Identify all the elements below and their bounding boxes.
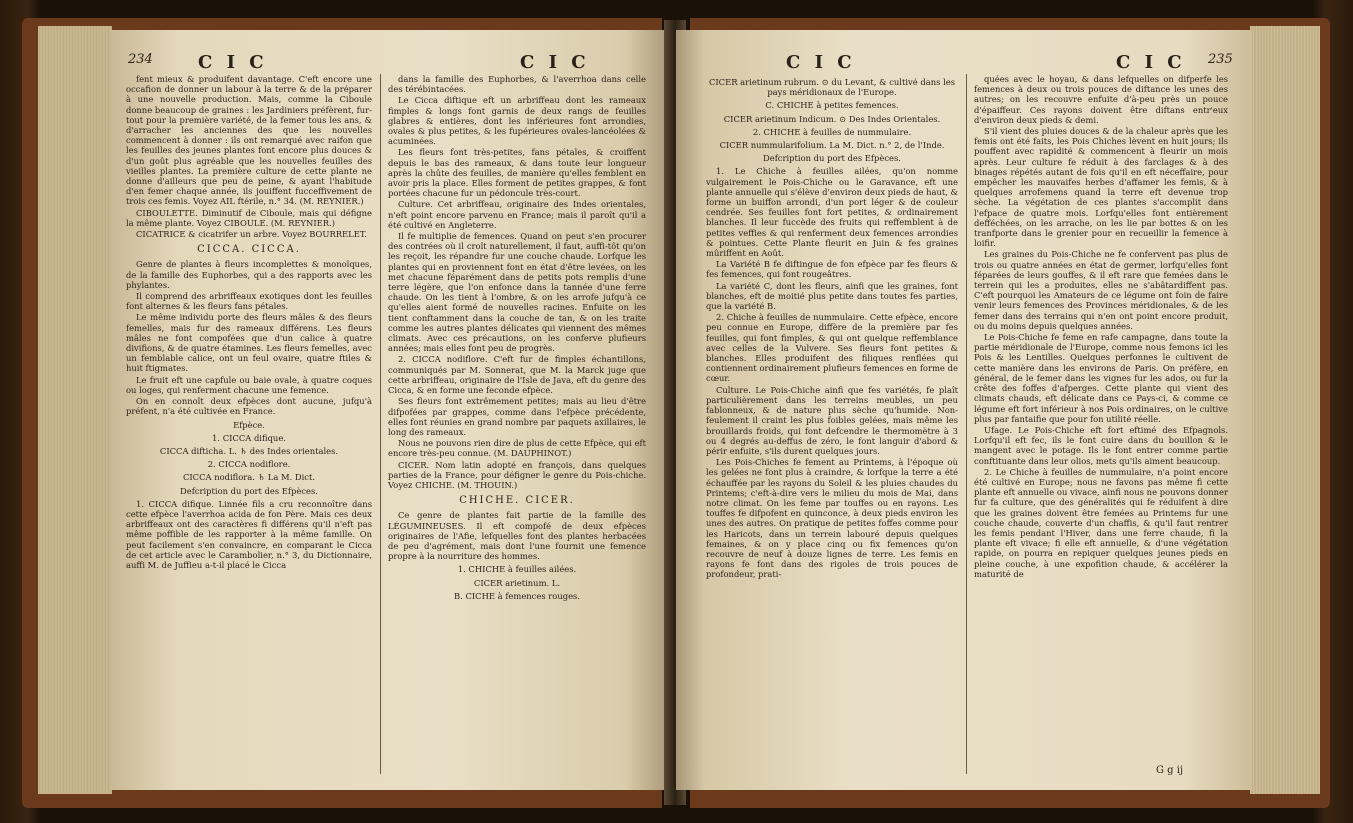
right-page-edges — [1250, 26, 1320, 794]
paragraph: La variété C, dont les fleurs, ainfi que les graines, font blanches, eft de moitié plus petite dans toutes fes parties, que la variété B. — [706, 280, 958, 312]
right-column-2 — [974, 74, 1228, 580]
paragraph: 2. Le Chiche à feuilles de nummulaire, n'a point encore été cultivé en Europe; nous ne favons pas même fi cette plante eft annuelle ou vivace, ainfi nous ne pouvons donner fur fa culture, que des généralités qui fe réduifent à dire que les graines doivent être femées au Printems fur une couche chaude, couverte d'un chaffis, & qu'il faut rentrer les femis pendant l'Hiver, dans une ferre chaude, fi la plante eft vivace; fi elle eft annuelle, & d'une végétation rapide, on pourra en repiquer quelques jeunes pieds en pleine couche, à une expofition chaude, & accélérer la maturité de — [974, 466, 1228, 579]
left-header-right: C I C — [520, 52, 590, 73]
centered-line: CICER arietinum rubrum. ⊙ du Levant, & cultivé dans les pays méridionaux de l'Europe. — [708, 77, 956, 98]
article-heading: CHICHE. CICER. — [459, 495, 575, 507]
paragraph: Le Pois-Chiche fe feme en rafe campagne, dans toute la partie méridionale de l'Europe, comme nous femons ici les Pois & les Lentilles. Quelques perfonnes le cultivent de cette manière dans les environs de Paris. On préfère, en général, de le femer dans les vignes fur les ados, ou fur la crête des foffes d'afperges. Cette plante qui vient des climats chauds, eft délicate dans ce Pays-ci, & comme ce légume eft fort inférieur à nos Pois ordinaires, on le cultive plus par fantaifie que pour fon utilité réelle. — [974, 332, 1228, 424]
paragraph: Le Cicca diftique eft un arbriffeau dont les rameaux fimples & longs font garnis de deux rangs de feuilles glabres & entières, dont les inférieures font arrondies, ovales & plus petites, & les fupérieures ovales-lancéolées & acuminées. — [388, 95, 646, 147]
left-column-2 — [388, 74, 646, 604]
paragraph: CICATRICE & cicatrifer un arbre. Voyez BOURRELET. — [136, 229, 367, 240]
centered-line: C. CHICHE à petites femences. — [765, 100, 899, 111]
centered-line: 1. CHICHE à feuilles ailées. — [457, 564, 577, 575]
paragraph: CIBOULETTE. Diminutif de Ciboule, mais qui défigne la même plante. Voyez CIBOULE. (M. REYNIER.) — [126, 207, 372, 228]
paragraph: 1. CICCA difique. Linnée fils a cru reconnoître dans cette efpèce l'averrhoa acida de fon Père. Mais ces deux arbriffeaux ont des caractères fi différens qu'il n'eft pas même poffible de les rapporter à la même famille. On peut facilement s'en convaincre, en comparant le Cicca de cet article avec le Carambolier, n.° 3, du Dictionnaire, auffi M. de Juffieu a-t-il placé le Cicca — [126, 498, 372, 570]
paragraph: 1. Le Chiche à feuilles ailées, qu'on nomme vulgairement le Pois-Chiche ou le Garavance, eft une plante annuelle qui s'élève d'environ deux pieds de haut, & forme un buiffon arrondi, d'un port léger & de couleur cendrée. Ses feuilles font fort petites, & ordinairement blanches. Il leur fuccède des fruits qui reffemblent à de petites veffies & qui renferment deux femences arrondies & pointues. Cette Plante fleurit en Juin & fes graines mûriffent en Août. — [706, 166, 958, 259]
article-heading: CICCA. CICCA. — [197, 244, 301, 256]
paragraph: Genre de plantes à fleurs incomplettes & monoïques, de la famille des Euphorbes, qui a des rapports avec les phylantes. — [126, 259, 372, 290]
right-folio: 235 — [1208, 52, 1233, 67]
paragraph: Nous ne pouvons rien dire de plus de cette Efpèce, qui eft encore très-peu connue. (M. DAUPHINOT.) — [388, 438, 646, 459]
right-header-left: C I C — [786, 52, 856, 73]
paragraph: Culture. Cet arbriffeau, originaire des Indes orientales, n'eft point encore parvenu en France; mais il paroît qu'il a été cultivé en Angleterre. — [388, 199, 646, 230]
paragraph: dans la famille des Euphorbes, & l'averrhoa dans celle des térébintacées. — [388, 74, 646, 95]
centered-line: 1. CICCA difique. — [212, 432, 286, 443]
right-column-1 — [706, 74, 958, 581]
centered-line: 2. CICCA nodiflore. — [207, 459, 291, 470]
paragraph: Les graines du Pois-Chiche ne fe confervent pas plus de trois ou quatre années en état de germer, lorfqu'elles font féparées de leurs gouffes, & il eft rare que femées dans le terrein qui les a produites, elles ne s'abâtardiffent pas. C'eft pourquoi les Amateurs de ce légume ont foin de faire venir leurs femences des Provinces méridionales, & de les femer dans des terrains qui n'en ont point encore produit, ou du moins depuis quelques années. — [974, 249, 1228, 331]
paragraph: Les fleurs font très-petites, fans pétales, & croiffent depuis le bas des rameaux, & dans toute leur longueur après la chûte des feuilles, de manière qu'elles femblent en avoir pris la place. Elles forment de petites grappes, & font portées chacune fur un pédoncule très-court. — [388, 147, 646, 199]
paragraph: quées avec le hoyau, & dans lefquelles on difperfe les femences à deux ou trois pouces de diftance les unes des autres; on les recouvre enfuite d'à-peu près un pouce d'épaiffeur. Ces rayons doivent être diftans entr'eux d'environ deux pieds & demi. — [974, 74, 1228, 125]
paragraph: 2. CICCA nodiflore. C'eft fur de fimples échantillons, communiqués par M. Sonnerat, que M. la Marck juge que cette arbriffeau, originaire de l'Isle de Java, eft du genre des Cicca, & en forme une feconde efpèce. — [388, 354, 646, 396]
paragraph: Il comprend des arbriffeaux exotiques dont les feuilles font alternes & les fleurs fans pétales. — [126, 291, 372, 312]
right-page — [676, 30, 1252, 790]
left-header-left: C I C — [198, 52, 268, 73]
column-rule — [380, 74, 381, 774]
paragraph: On en connoît deux efpèces dont aucune, jufqu'à préfent, n'a été cultivée en France. — [126, 396, 372, 417]
paragraph: Le fruit eft une capfule ou baie ovale, à quatre coques ou loges, qui renferment chacune une femence. — [126, 374, 372, 395]
signature-mark: G g ij — [1156, 765, 1184, 776]
right-header-right: C I C — [1116, 52, 1186, 73]
paragraph: CICER. Nom latin adopté en françois, dans quelques parties de la France, pour défigner le genre du Pois-chiche. Voyez CHICHE. (M. THOUIN.) — [388, 459, 646, 490]
centered-line: Defcription du port des Efpèces. — [180, 485, 318, 496]
paragraph: fent mieux & produifent davantage. C'eft encore une occafion de donner un labour à la terre & de la préparer à une nouvelle production. Mais, comme la Ciboule donne beaucoup de graines : les Jardiniers préfèrent, fur-tout pour la première variété, de la femer tous les ans, & d'arracher les anciennes des que les nouvelles commencent à donner : ils ont remarqué avec raifon que les feuilles des jeunes plantes font encore plus douces & d'un goût plus agréable que les nouvelles feuilles des vieilles plantes. La première culture de cette plante ne donne d'ailleurs que peu de peine, & ayant l'habitude d'en femer chaque année, ils jouiffent fucceffivement de trois ces femis. Voyez AIL ftérile, n.° 34. (M. REYNIER.) — [126, 74, 372, 207]
centered-line: CICCA nodiflora. ♄ La M. Dict. — [182, 472, 316, 483]
centered-line: CICER arietinum Indicum. ⊙ Des Indes Orientales. — [723, 113, 941, 124]
centered-line: CICER arietinum. L. — [473, 577, 561, 588]
centered-line: CICCA difticha. L. ♄ des Indes orientales. — [159, 445, 339, 456]
paragraph: Le même individu porte des fleurs mâles & des fleurs femelles, mais fur des rameaux différens. Les fleurs mâles ne font compofées que d'un calice à quatre divifions, & de quatre étamines. Les fleurs femelles, avec un femblable calice, ont un feul ovaire, quatre ftiles & huit ftigmates. — [126, 312, 372, 374]
paragraph: S'il vient des pluies douces & de la chaleur après que les femis ont été faits, les Pois Chiches lèvent en huit jours; ils pouffent avec rapidité & commencent à fleurir un mois après. Leur culture fe réduit à des farclages & à des binages répétés autant de fois qu'il en eft néceffaire, pour empêcher les mauvaifes herbes d'affamer les femis, & à quelques arrofemens quand la terre eft devenue trop sèche. La végétation de ces plantes s'accomplit dans l'efpace de quatre mois. Lorfqu'elles font entièrement defféchées, on les arrache, on les lie par bottes & on les tranfporte dans le grenier pour en recueillir la femence à loifir. — [974, 126, 1228, 249]
column-rule — [966, 74, 967, 774]
left-page-edges — [38, 26, 112, 794]
paragraph: Culture. Le Pois-Chiche ainfi que fes variétés, fe plaît particulièrement dans les terreins meubles, un peu fablonneux, & de nature plus sèche qu'humide. Non-feulement il craint les plus foibles gelées, mais même les brouillards froids, qui font defcendre le thermomètre à 3 ou 4 degrés au-deffus de zéro, le font languir d'abord & périr enfuite, s'ils durent quelques jours. — [706, 384, 958, 456]
paragraph: Ses fleurs font extrêmement petites; mais au lieu d'être difpofées par grappes, comme dans l'efpèce précédente, elles font réunies en grand nombre par paquets axillaires, le long des rameaux. — [388, 396, 646, 437]
paragraph: Ufage. Le Pois-Chiche eft fort eftimé des Efpagnols. Lorfqu'il eft fec, ils le font cuire dans du bouillon & le mangent avec le potage. Ils le font entrer comme partie conftituante dans leur olios, mets qu'ils aiment beaucoup. — [974, 424, 1228, 466]
left-column-1 — [126, 74, 372, 571]
paragraph: La Variété B fe diftingue de fon efpèce par fes fleurs & fes femences, qui font rougeâtres. — [706, 259, 958, 280]
centered-line: Efpèce. — [233, 419, 265, 430]
left-folio: 234 — [128, 52, 153, 67]
centered-line: CICER nummularifolium. La M. Dict. n.° 2, de l'Inde. — [719, 140, 945, 151]
centered-line: Defcription du port des Efpèces. — [763, 153, 901, 164]
centered-line: 2. CHICHE à feuilles de nummulaire. — [752, 126, 912, 137]
paragraph: Les Pois-Chiches fe fement au Printems, à l'époque où les gelées ne font plus à craindre, & lorfque la terre a été échauffée par les rayons du Soleil & les pluies chaudes du Printems; c'eft-à-dire vers le milieu du mois de Mai, dans notre climat. On les feme par touffes ou en rayons. Les touffes fe difpofent en quinconce, à deux pieds environ les unes des autres. On pratique de petites foffes comme pour les Haricots, dans un terrein labouré depuis quelques femaines, & on y place cinq ou fix femences qu'on recouvre de neuf à douze lignes de terre. Les femis en rayons fe font dans des rigoles de trois pouces de profondeur, prati- — [706, 457, 958, 580]
paragraph: Ce genre de plantes fait partie de la famille des LÉGUMINEUSES. Il eft compofé de deux efpèces originaires de l'Afie, lefquelles font des plantes herbacées de peu d'agrément, mais dont l'une fournit une femence propre à la nourriture des hommes. — [388, 510, 646, 562]
paragraph: Il fe multiplie de femences. Quand on peut s'en procurer des contrées où il croît naturellement, il faut, auffi-tôt qu'on les reçoit, les répandre fur une couche chaude. Lorfque les plantes qui en proviennent font en état d'être levées, on les met chacune féparément dans de petits pots remplis d'une terre légère, que l'on enfonce dans la tannée d'une ferre chaude. On les tient à l'ombre, & on les arrofe jufqu'à ce qu'elles aient formé de nouvelles racines. Enfuite on les tient conftamment dans la couche de tan, & on les traite comme les autres plantes délicates qui viennent des mêmes climats. Avec ces précautions, on les conferve plufieurs années; mais elles font peu de progrès. — [388, 231, 646, 354]
centered-line: B. CICHE à femences rouges. — [453, 590, 580, 601]
paragraph: 2. Chiche à feuilles de nummulaire. Cette efpèce, encore peu connue en Europe, diffère de la première par fes feuilles, qui font fimples, & qui ont quelque reffemblance avec celles de la Vulvere. Ses fleurs font petites & blanches. Elles produifent des filiques renflées qui contiennent ordinairement plufieurs femences en forme de cœur. — [706, 312, 958, 384]
left-page — [110, 30, 670, 790]
